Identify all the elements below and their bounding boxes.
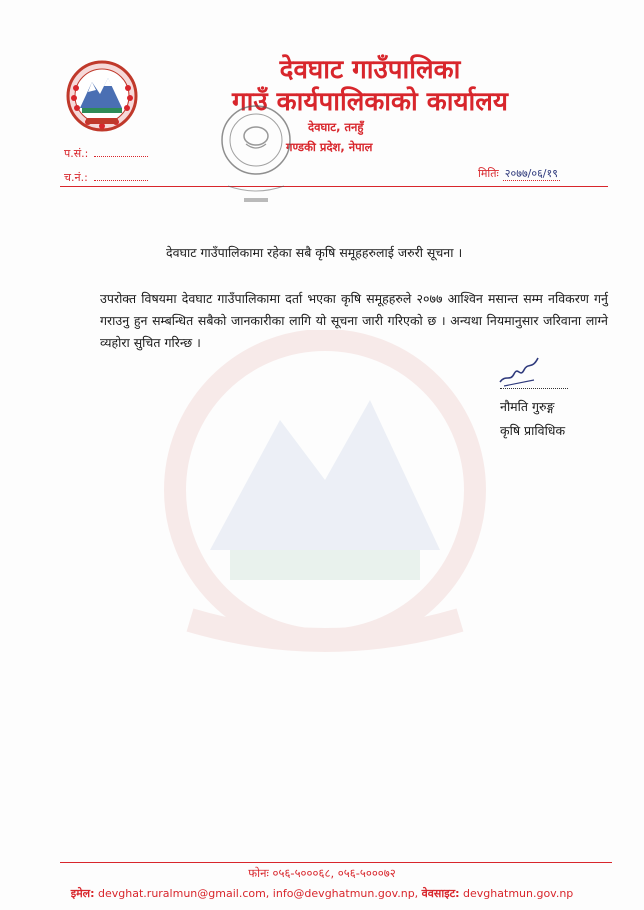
website-link[interactable]: devghatmun.gov.np [463,887,574,900]
footer-contact [0,886,644,901]
email-addresses[interactable]: devghat.ruralmun@gmail.com, info@devghatmun.gov.np, [98,887,419,900]
emblem-watermark [130,330,520,660]
ref-cn-label: च.नं.: [64,171,88,184]
handwritten-signature [494,352,544,392]
org-name: देवघाट गाउँपालिका [279,55,461,85]
footer-phone [0,866,644,881]
header-divider [60,186,608,187]
ref-cn-blank [94,180,148,181]
date-field [478,166,560,181]
nepal-emblem-logo [64,58,140,134]
signatory-title: कृषि प्राविधिक [500,423,566,438]
office-seal-stamp [208,100,304,210]
notice-subject: देवघाट गाउँपालिकामा रहेका सबै कृषि समूहहरुलाई जरुरी सूचना । [166,245,463,260]
email-label: इमेल: [70,887,95,900]
ref-ps-blank [94,156,148,157]
date-label: मितिः [478,167,499,180]
ref-ps-label: प.सं.: [64,147,89,160]
signatory-name: नौमति गुरुङ्ग [500,399,555,414]
address-line-1: देवघाट, तनहुँ [308,120,364,134]
phone-numbers: ०५६-५०००६८, ०५६-५०००७२ [272,866,396,880]
website-label: वेवसाइट: [421,887,460,900]
date-value: २०७७/०६/१९ [504,167,558,180]
signature-line [500,388,568,389]
footer-divider [60,862,612,863]
notice-body: उपरोक्त विषयमा देवघाट गाउँपालिकामा दर्ता भएका कृषि समूहहरुले २०७७ आश्विन मसान्त सम्म नविकरण गर्नु गराउनु हुन सम्बन्धित सबैको जानकारीका लागि यो सूचना जारी गरिएको छ । अन्यथा नियमानुसार जरिवाना लाग्ने व्यहोरा सुचित गरिन्छ । [100,291,608,350]
phone-label: फोनः [248,866,269,880]
office-name: गाउँ कार्यपालिकाको कार्यालय [232,87,508,117]
address-line-2: गण्डकी प्रदेश, नेपाल [286,140,373,154]
